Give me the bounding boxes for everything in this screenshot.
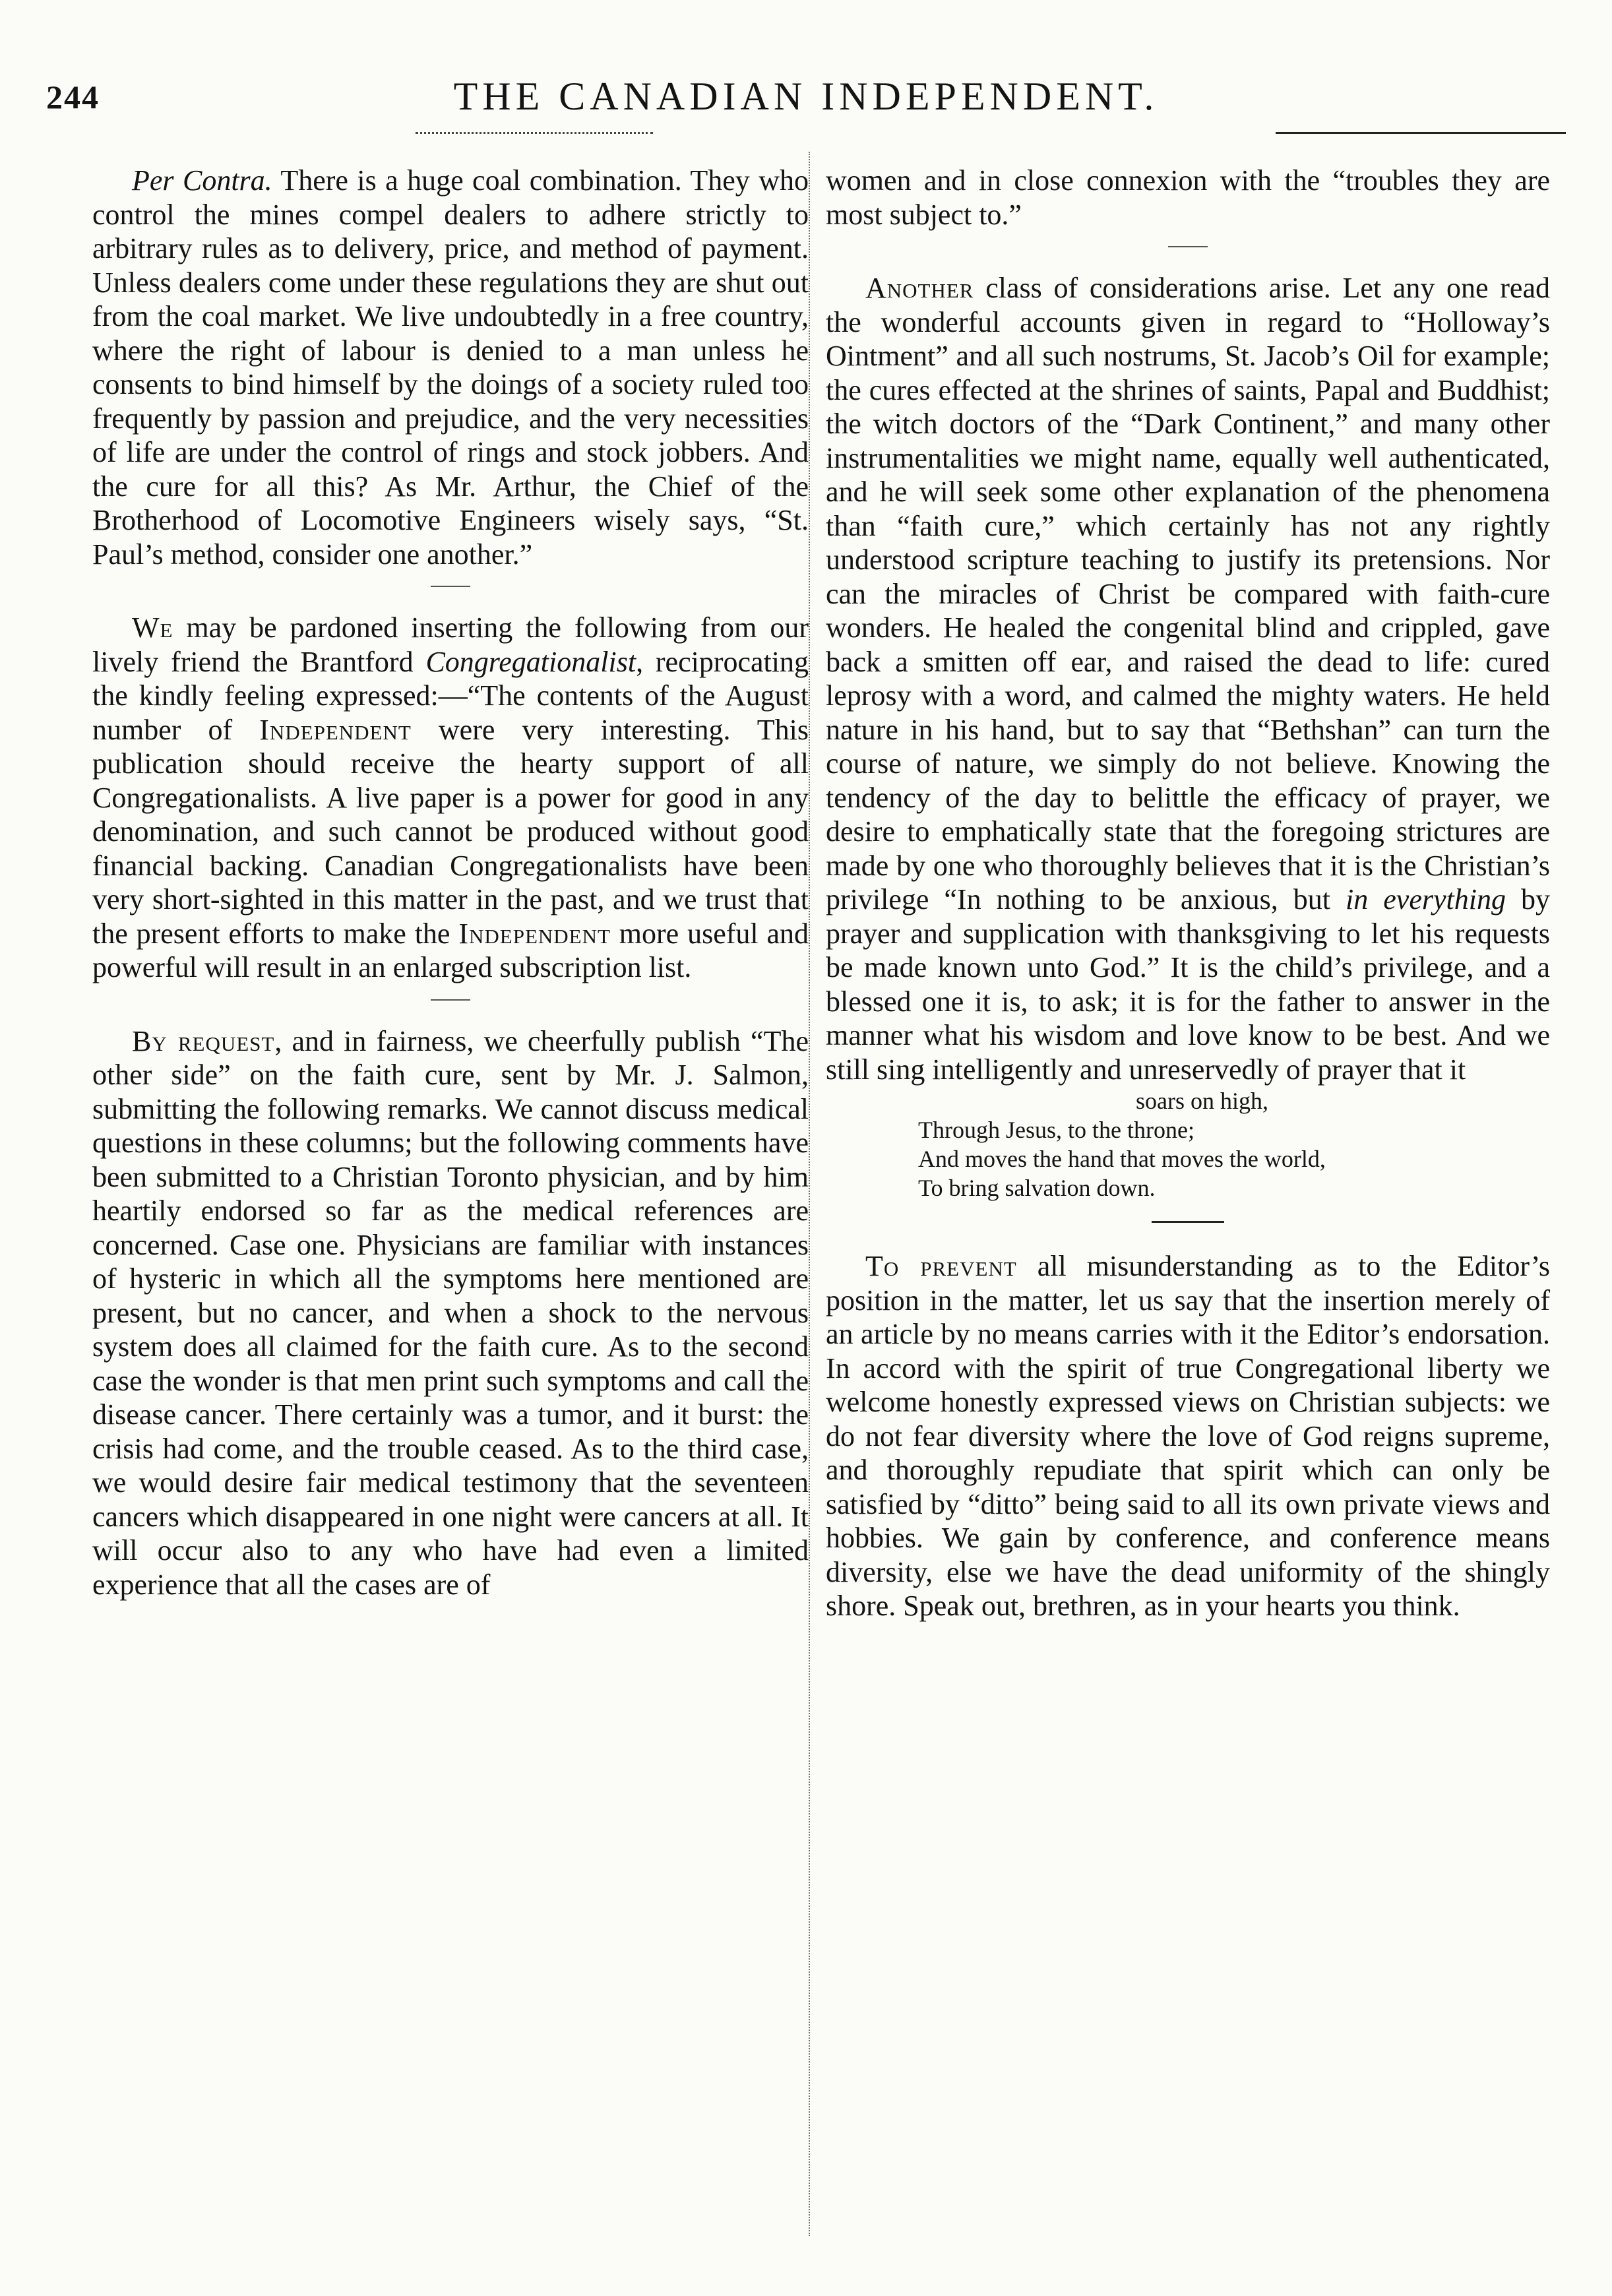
pardoned-sc-1: Independent	[259, 713, 412, 746]
poem-quote	[918, 1086, 1550, 1202]
pardoned-text-2: , reciprocating the kindly feeling expressed:—“The contents of the August number of	[92, 645, 809, 746]
pardoned-text-3: were very interesting. This publication should receive the hearty support of all Congregationalists. A live paper is a power for good in any denomination, and such cannot be produced without good financial backing. Canadian Congregationalists have been very short-sighted in this matter in the past, and we trust that the present efforts to make the	[92, 713, 809, 950]
another-class-text-2: by prayer and supplication with thanksgiving to let his requests be made known unto God.” It is the child’s privilege, and a blessed one it is, to ask; it is for the father to answer in the manner what his wisdom and love know to be best. And we still sing intelligently and unreservedly of prayer that it	[826, 883, 1550, 1086]
header-rule	[1276, 132, 1566, 134]
to-prevent-text: all misunderstanding as to the Editor’s position in the matter, let us say that the insertion merely of an article by no means carries with it the Editor’s endorsation. In accord with the spirit of true Congregational liberty we welcome honestly expressed views on Christian subjects: we do not fear diversity where the love of God reigns supreme, and thoroughly repudiate that spirit which can only be satisfied by “ditto” being said to all its own private views and hobbies. We gain by conference, and conference means diversity, else we have the dead uniformity of the shingly shore. Speak out, brethren, as in your hearts you think.	[826, 1250, 1550, 1622]
section-separator	[431, 999, 470, 1001]
left-column	[92, 164, 809, 1601]
pardoned-text-4: more useful and powerful will result in an enlarged subscription list.	[92, 917, 809, 983]
to-prevent-lead: To prevent	[865, 1250, 1017, 1282]
section-separator	[1152, 1221, 1224, 1223]
another-class-paragraph	[826, 271, 1550, 1086]
another-class-lead: Another	[865, 272, 974, 304]
section-separator	[1168, 246, 1208, 247]
journal-title: THE CANADIAN INDEPENDENT.	[453, 75, 1159, 118]
poem-line: soars on high,	[1136, 1088, 1268, 1114]
page-number: 244	[46, 78, 100, 115]
pardoned-text-1: may be pardoned inserting the following from our lively friend the Brantford	[92, 611, 809, 678]
header-dotted-rule	[416, 132, 653, 134]
pardoned-lead: We	[132, 611, 173, 644]
per-contra-lead: Per Contra.	[132, 164, 272, 197]
continuation-paragraph: women and in close connexion with the “troubles they are most subject to.”	[826, 164, 1550, 231]
section-separator	[431, 586, 470, 587]
pardoned-paragraph	[92, 611, 809, 985]
poem-line: To bring salvation down.	[918, 1175, 1156, 1201]
right-column	[826, 164, 1550, 1623]
by-request-lead: By request	[132, 1024, 275, 1057]
pardoned-sc-2: Independent	[458, 917, 611, 950]
by-request-paragraph	[92, 1024, 809, 1602]
to-prevent-paragraph	[826, 1249, 1550, 1623]
another-class-text-1: class of considerations arise. Let any one read the wonderful accounts given in regard to “Holloway’s Ointment” and all such nostrums, St. Jacob’s Oil for example; the cures effected at the shrines of saints, Papal and Buddhist; the witch doctors of the “Dark Continent,” and many other instrumentalities we might name, equally well authenticated, and he will seek some other explanation of the phenomena than “faith cure,” which certainly has not any rightly understood scripture teaching to justify its pretensions. Nor can the miracles of Christ be compared with faith-cure wonders. He healed the congenital blind and crippled, gave back a smitten off ear, and raised the dead to life: cured leprosy with a word, and calmed the mighty waters. He held nature in his hand, but to say that “Bethshan” can turn the course of nature, we simply do not believe. Knowing the tendency of the day to belittle the efficacy of prayer, we desire to emphatically state that the foregoing strictures are made by one who thoroughly believes that it is the Christian’s privilege “In nothing to be anxious, but	[826, 272, 1550, 915]
poem-line: Through Jesus, to the throne;	[918, 1117, 1194, 1143]
another-class-italic-1: in everything	[1346, 883, 1506, 915]
page-header	[46, 58, 1566, 124]
column-divider	[809, 152, 810, 2236]
by-request-text: , and in fairness, we cheerfully publish “The other side” on the faith cure, sent by Mr. J. Salmon, submitting the following remarks. We cannot discuss medical questions in these columns; but the following comments have been submitted to a Christian Toronto physician, and by him heartily endorsed so far as the medical references are concerned. Case one. Physicians are familiar with instances of hysteric in which all the symptoms here mentioned are present, but no cancer, and when a shock to the nervous system does all claimed for the faith cure. As to the second case the wonder is that men print such symptoms and call the disease cancer. There certainly was a tumor, and it burst: the crisis had come, and the trouble ceased. As to the third case, we would desire fair medical testimony that the seventeen cancers which disappeared in one night were cancers at all. It will occur also to any who have had even a limited experience that all the cases are of	[92, 1024, 809, 1601]
per-contra-paragraph	[92, 164, 809, 571]
pardoned-italic-1: Congregationalist	[425, 645, 636, 678]
poem-line: And moves the hand that moves the world,	[918, 1146, 1326, 1172]
per-contra-text: There is a huge coal combination. They who control the mines compel dealers to adhere strictly to arbitrary rules as to delivery, price, and method of payment. Unless dealers come under these regulations they are shut out from the coal market. We live undoubtedly in a free country, where the right of labour is denied to a man unless he consents to bind himself by the doings of a society ruled too frequently by passion and prejudice, and the very necessities of life are under the control of rings and stock jobbers. And the cure for all this? As Mr. Arthur, the Chief of the Brotherhood of Locomotive Engineers wisely says, “St. Paul’s method, consider one another.”	[92, 164, 809, 571]
